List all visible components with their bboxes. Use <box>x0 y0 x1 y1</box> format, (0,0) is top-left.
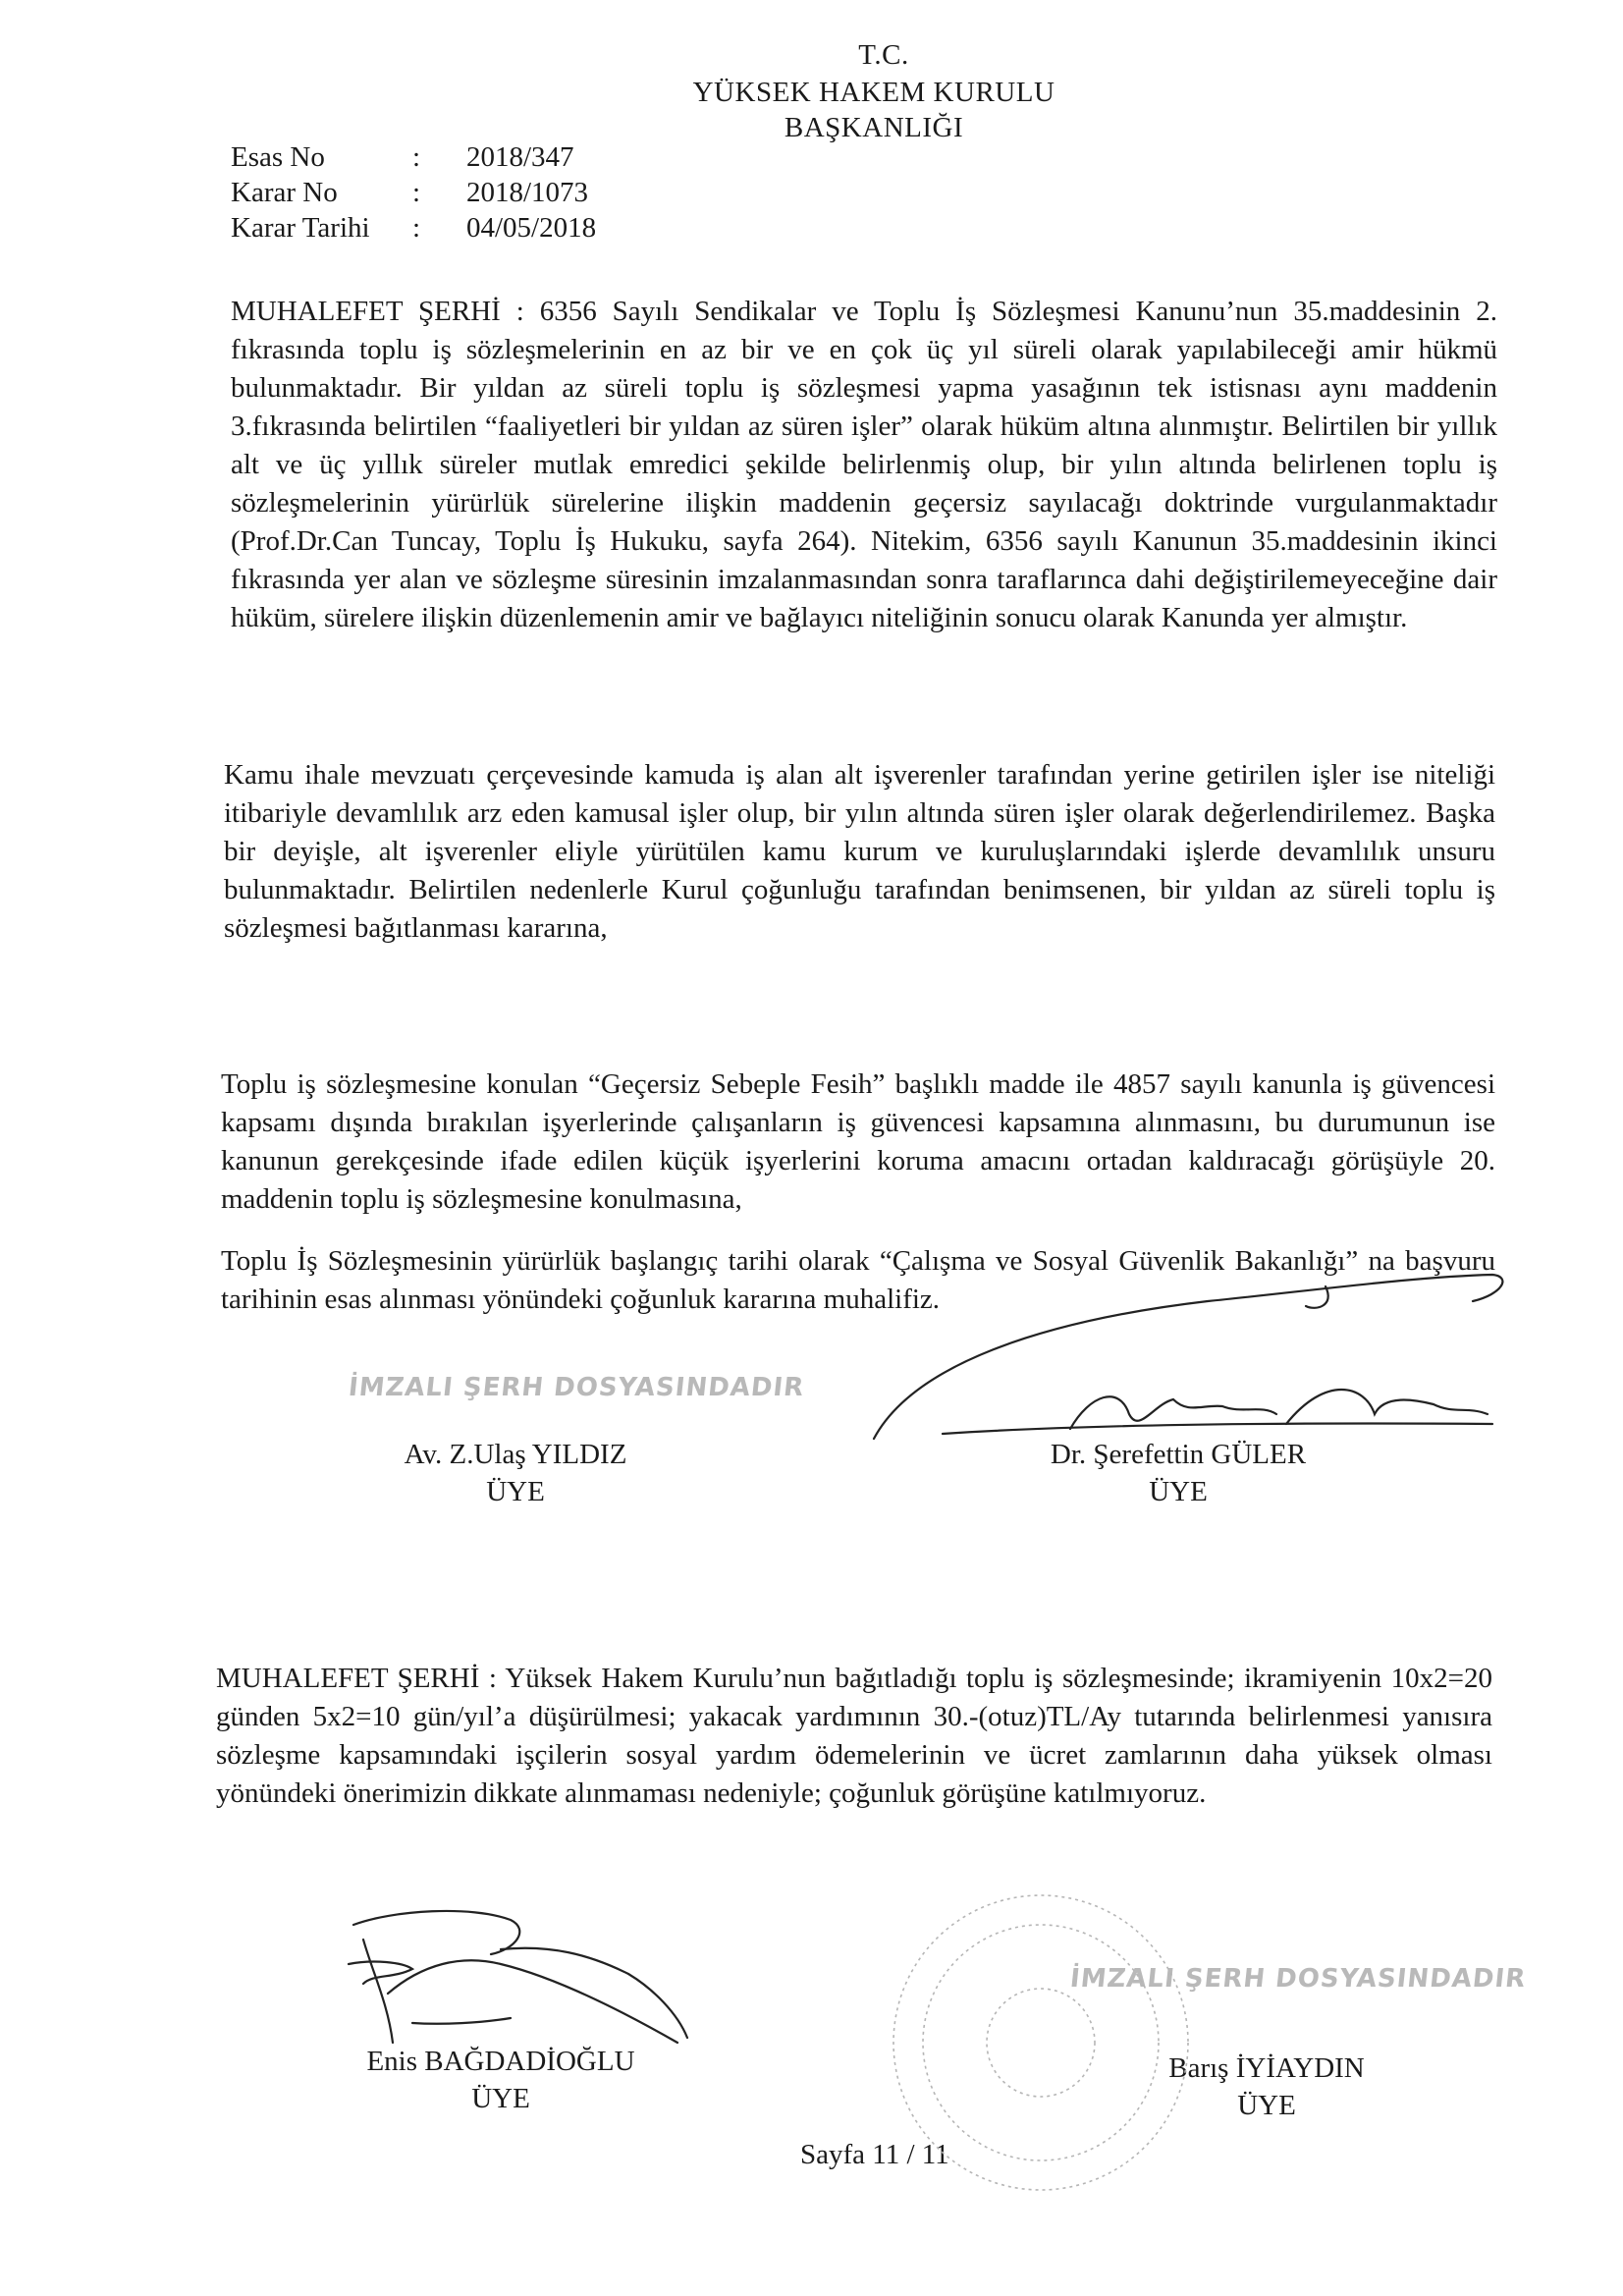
page-number: Sayfa 11 / 11 <box>800 2139 949 2170</box>
signatory-name: Barış İYİAYDIN <box>1168 2052 1365 2084</box>
signature-block <box>992 1436 1365 1510</box>
signatory-name: Dr. Şerefettin GÜLER <box>1050 1439 1307 1470</box>
case-info-value: 2018/347 <box>466 141 574 173</box>
signed-dissent-stamp: İMZALI ŞERH DOSYASINDADIR <box>1068 1964 1528 1994</box>
signatory-title: ÜYE <box>486 1476 545 1507</box>
signature-bagdadioglu <box>349 1911 687 2043</box>
header-country: T.C. <box>858 39 909 71</box>
signatory-name: Av. Z.Ulaş YILDIZ <box>404 1439 627 1470</box>
signature-block <box>353 1436 677 1510</box>
case-info-label: Esas No <box>231 141 325 173</box>
signatory-name: Enis BAĞDADİOĞLU <box>366 2046 635 2077</box>
dissent-1-paragraph-4: Toplu İş Sözleşmesinin yürürlük başlangıç tarihi olarak “Çalışma ve Sosyal Güvenlik Bakanlığı” na başvuru tarihinin esas alınması yönündeki çoğunluk kararına muhalifiz. <box>221 1245 1495 1315</box>
header-organization: YÜKSEK HAKEM KURULU <box>692 77 1055 108</box>
case-info <box>231 139 663 246</box>
case-info-row-esas <box>231 139 663 175</box>
case-info-label: Karar No <box>231 177 338 208</box>
dissent-1-paragraph-1: MUHALEFET ŞERHİ : 6356 Sayılı Sendikalar ve Toplu İş Sözleşmesi Kanunu’nun 35.maddesinin 2. fıkrasında toplu iş sözleşmelerinin en az bir ve en çok üç yıl süreli olarak yapılabileceği amir hükmü bulunmaktadır. Bir yıldan az süreli toplu iş sözleşmesi yapma yasağının tek istisnası aynı maddenin 3.fıkrasında belirtilen “faaliyetleri bir yıldan az süren işler” olarak hüküm altına alınmıştır. Belirtilen bir yıllık alt ve üç yıllık süreler mutlak emredici şekilde belirlenmiş olup, bir yılın altında belirlenen toplu iş sözleşmelerinin yürürlük sürelerine ilişkin maddenin geçersiz sayılacağı doktrinde vurgulanmaktadır (Prof.Dr.Can Tuncay, Toplu İş Hukuku, sayfa 264). Nitekim, 6356 sayılı Kanunun 35.maddesinin ikinci fıkrasında yer alan ve sözleşme süresinin imzalanmasından sonra taraflarınca dahi değiştirilemeyeceğine dair hüküm, sürelere ilişkin düzenlemenin amir ve bağlayıcı niteliğinin sonucu olarak Kanunda yer almıştır. <box>231 296 1497 633</box>
case-info-value: 04/05/2018 <box>466 212 597 244</box>
case-info-row-karar <box>231 175 663 210</box>
signed-dissent-stamp: İMZALI ŞERH DOSYASINDADIR <box>347 1373 806 1402</box>
case-info-row-tarih <box>231 210 663 246</box>
signatory-title: ÜYE <box>471 2083 530 2114</box>
signature-block <box>1119 2050 1414 2124</box>
dissent-1-paragraph-3: Toplu iş sözleşmesine konulan “Geçersiz Sebeple Fesih” başlıklı madde ile 4857 sayılı kanunla iş güvencesi kapsamı dışında bırakılan işyerlerinde çalışanların iş güvencesi kapsamına alınmasını, bu durumunun ise kanunun gerekçesinde ifade edilen küçük işyerlerini koruma amacını ortadan kaldıracağı görüşüyle 20. maddenin toplu iş sözleşmesine konulmasına, <box>221 1068 1495 1215</box>
case-info-colon: : <box>412 177 421 208</box>
header-department: BAŞKANLIĞI <box>784 112 964 143</box>
dissent-1-paragraph-2: Kamu ihale mevzuatı çerçevesinde kamuda iş alan alt işverenler tarafından yerine getirilen işler ise niteliği itibariyle devamlılık arz eden kamusal işler olup, bir yılın altında süren işler olarak değerlendirilemez. Başka bir deyişle, alt işverenler eliyle yürütülen kamu kurum ve kuruluşlarındaki işlerde devamlılık unsuru bulunmaktadır. Belirtilen nedenlerle Kurul çoğunluğu tarafından benimsenen, bir yıldan az süreli toplu iş sözleşmesi bağıtlanması kararına, <box>224 759 1495 944</box>
signature-block <box>324 2043 677 2117</box>
case-info-colon: : <box>412 212 421 244</box>
signatory-title: ÜYE <box>1149 1476 1208 1507</box>
signatory-title: ÜYE <box>1237 2090 1296 2121</box>
case-info-label: Karar Tarihi <box>231 212 370 244</box>
case-info-colon: : <box>412 141 421 173</box>
dissent-2-paragraph-1: MUHALEFET ŞERHİ : Yüksek Hakem Kurulu’nun bağıtladığı toplu iş sözleşmesinde; ikramiyenin 10x2=20 günden 5x2=10 gün/yıl’a düşürülmesi; yakacak yardımının 30.-(otuz)TL/Ay tutarında belirlenmesi yanısıra sözleşme kapsamındaki işçilerin sosyal yardım ödemelerinin ve ücret zamlarının daha yüksek olması yönündeki önerimizin dikkate alınmaması nedeniyle; çoğunluk görüşüne katılmıyoruz. <box>216 1663 1492 1809</box>
case-info-value: 2018/1073 <box>466 177 589 208</box>
